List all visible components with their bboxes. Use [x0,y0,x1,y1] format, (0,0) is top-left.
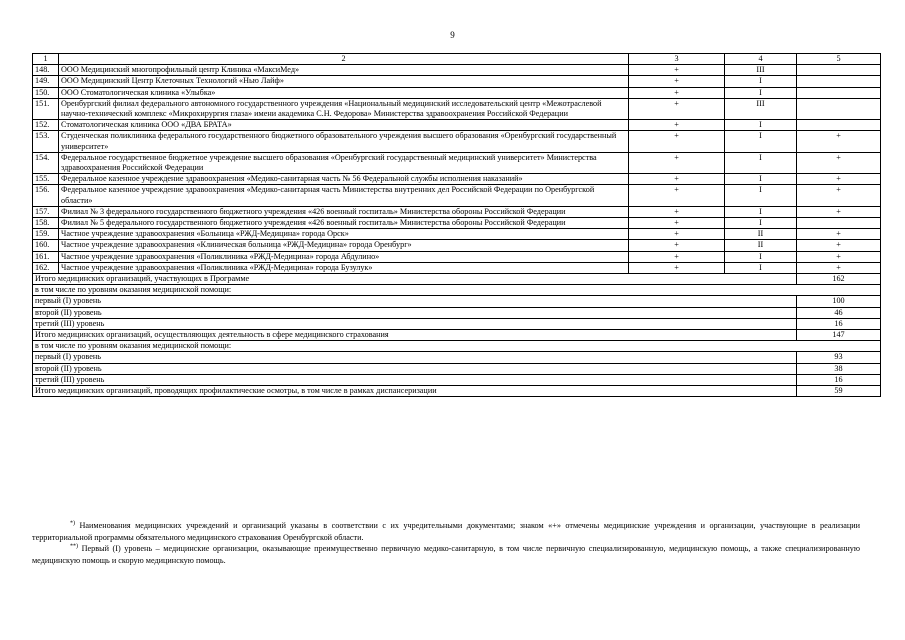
page-number: 9 [450,30,455,40]
summary-label: Итого медицинских организаций, проводящих профилактические осмотры, в том числе в рамках диспансеризации [33,386,797,397]
table-row [33,206,881,217]
row-number: 153. [33,131,59,152]
table-row [33,251,881,262]
column-header: 3 [629,54,725,65]
summary-value: 38 [797,363,881,374]
program-mark: + [629,174,725,185]
table-row [33,76,881,87]
organization-name: Филиал № 5 федерального государственного бюджетного учреждения «426 военный госпиталь» Министерства обороны Российской Федерации [59,218,629,229]
organization-name: Студенческая поликлиника федерального государственного бюджетного образовательного учреждения высшего образования «Оренбургский государственный университет» [59,131,629,152]
footnote-1 [32,520,860,543]
program-mark: + [629,131,725,152]
program-mark: + [629,206,725,217]
column-header: 1 [33,54,59,65]
insurance-mark [797,120,881,131]
table-row [33,120,881,131]
organization-name: Частное учреждение здравоохранения «Больница «РЖД-Медицина» города Орск» [59,229,629,240]
row-number: 162. [33,262,59,273]
care-level: I [725,87,797,98]
table-row [33,240,881,251]
insurance-mark: + [797,185,881,206]
summary-label: Итого медицинских организаций, осуществляющих деятельность в сфере медицинского страхования [33,330,797,341]
care-level: I [725,251,797,262]
organizations-table [32,53,881,397]
summary-row [33,307,881,318]
table-row [33,185,881,206]
care-level: I [725,131,797,152]
care-level: II [725,240,797,251]
row-number: 150. [33,87,59,98]
column-header: 5 [797,54,881,65]
summary-row [33,341,881,352]
summary-label: в том числе по уровням оказания медицинской помощи: [33,285,881,296]
table-row [33,262,881,273]
summary-value: 147 [797,330,881,341]
table-row [33,229,881,240]
care-level: I [725,174,797,185]
summary-label: первый (I) уровень [33,296,797,307]
row-number: 154. [33,152,59,173]
summary-row [33,386,881,397]
table-row [33,98,881,119]
insurance-mark [797,87,881,98]
care-level: I [725,152,797,173]
organization-name: Стоматологическая клиника ООО «ДВА БРАТА» [59,120,629,131]
organization-name: Филиал № 3 федерального государственного бюджетного учреждения «426 военный госпиталь» Министерства обороны Российской Федерации [59,206,629,217]
insurance-mark [797,65,881,76]
summary-value: 100 [797,296,881,307]
summary-row [33,330,881,341]
table-row [33,65,881,76]
insurance-mark: + [797,131,881,152]
table-row [33,218,881,229]
row-number: 151. [33,98,59,119]
table-row [33,131,881,152]
summary-value: 93 [797,352,881,363]
insurance-mark: + [797,262,881,273]
organization-name: ООО Медицинский Центр Клеточных Технологий «Нью Лайф» [59,76,629,87]
organization-name: Федеральное казенное учреждение здравоохранения «Медико-санитарная часть № 56 Федеральной службы исполнения наказаний» [59,174,629,185]
care-level: I [725,206,797,217]
care-level: I [725,185,797,206]
summary-label: второй (II) уровень [33,363,797,374]
summary-row [33,285,881,296]
organization-name: ООО Стоматологическая клиника «Улыбка» [59,87,629,98]
summary-row [33,274,881,285]
column-header: 4 [725,54,797,65]
insurance-mark [797,218,881,229]
insurance-mark: + [797,174,881,185]
summary-label: первый (I) уровень [33,352,797,363]
organization-name: Частное учреждение здравоохранения «Поликлиника «РЖД-Медицина» города Бузулук» [59,262,629,273]
organization-name: Оренбургский филиал федерального автономного государственного учреждения «Национальный медицинский исследовательский центр «Межотраслевой научно-технический комплекс «Микрохирургия глаза» имени академика С.Н. Федорова» Министерства здравоохранения Российской Федерации [59,98,629,119]
insurance-mark: + [797,251,881,262]
row-number: 159. [33,229,59,240]
summary-value: 16 [797,374,881,385]
summary-row [33,318,881,329]
footnote-mark: **) [70,543,78,550]
program-mark: + [629,152,725,173]
insurance-mark [797,76,881,87]
row-number: 152. [33,120,59,131]
row-number: 148. [33,65,59,76]
care-level: I [725,120,797,131]
care-level: III [725,98,797,119]
summary-label: второй (II) уровень [33,307,797,318]
footnotes [32,520,860,566]
row-number: 160. [33,240,59,251]
program-mark: + [629,240,725,251]
program-mark: + [629,229,725,240]
summary-row [33,296,881,307]
header-row [33,54,881,65]
row-number: 161. [33,251,59,262]
row-number: 158. [33,218,59,229]
summary-value: 162 [797,274,881,285]
insurance-mark [797,98,881,119]
program-mark: + [629,218,725,229]
organization-name: Федеральное государственное бюджетное учреждение высшего образования «Оренбургский государственный медицинский университет» Министерства здравоохранения Российской Федерации [59,152,629,173]
program-mark: + [629,76,725,87]
summary-label: в том числе по уровням оказания медицинской помощи: [33,341,881,352]
footnote-text: Первый (I) уровень – медицинские организации, оказывающие преимущественно первичную медико-санитарную, в том числе первичную специализированную, медицинскую помощь, а также специализированную медицинскую помощь и скорую медицинскую помощь. [32,544,860,565]
program-mark: + [629,185,725,206]
care-level: II [725,229,797,240]
program-mark: + [629,65,725,76]
organization-name: Частное учреждение здравоохранения «Поликлиника «РЖД-Медицина» города Абдулино» [59,251,629,262]
footnote-text: Наименования медицинских учреждений и организаций указаны в соответствии с их учредительными документами; знаком «+» отмечены медицинские учреждения и организации, участвующие в реализации территориальной программы обязательного медицинского страхования Оренбургской области. [32,521,861,542]
summary-label: третий (III) уровень [33,318,797,329]
row-number: 149. [33,76,59,87]
program-mark: + [629,262,725,273]
summary-row [33,352,881,363]
care-level: III [725,65,797,76]
summary-value: 46 [797,307,881,318]
program-mark: + [629,120,725,131]
row-number: 157. [33,206,59,217]
organization-name: ООО Медицинский многопрофильный центр Клиника «МаксиМед» [59,65,629,76]
organization-name: Частное учреждение здравоохранения «Клиническая больница «РЖД-Медицина» города Оренбург» [59,240,629,251]
care-level: I [725,218,797,229]
insurance-mark: + [797,206,881,217]
organization-name: Федеральное казенное учреждение здравоохранения «Медико-санитарная часть Министерства внутренних дел Российской Федерации по Оренбургской области» [59,185,629,206]
care-level: I [725,262,797,273]
table-body [33,54,881,397]
summary-value: 16 [797,318,881,329]
footnote-mark: *) [70,520,75,527]
table-row [33,87,881,98]
program-mark: + [629,87,725,98]
table-row [33,152,881,173]
summary-label: третий (III) уровень [33,374,797,385]
row-number: 155. [33,174,59,185]
program-mark: + [629,251,725,262]
insurance-mark: + [797,229,881,240]
row-number: 156. [33,185,59,206]
table-row [33,174,881,185]
summary-label: Итого медицинских организаций, участвующих в Программе [33,274,797,285]
care-level: I [725,76,797,87]
insurance-mark: + [797,152,881,173]
insurance-mark: + [797,240,881,251]
summary-value: 59 [797,386,881,397]
summary-row [33,374,881,385]
column-header: 2 [59,54,629,65]
summary-row [33,363,881,374]
program-mark: + [629,98,725,119]
footnote-2 [32,543,860,566]
